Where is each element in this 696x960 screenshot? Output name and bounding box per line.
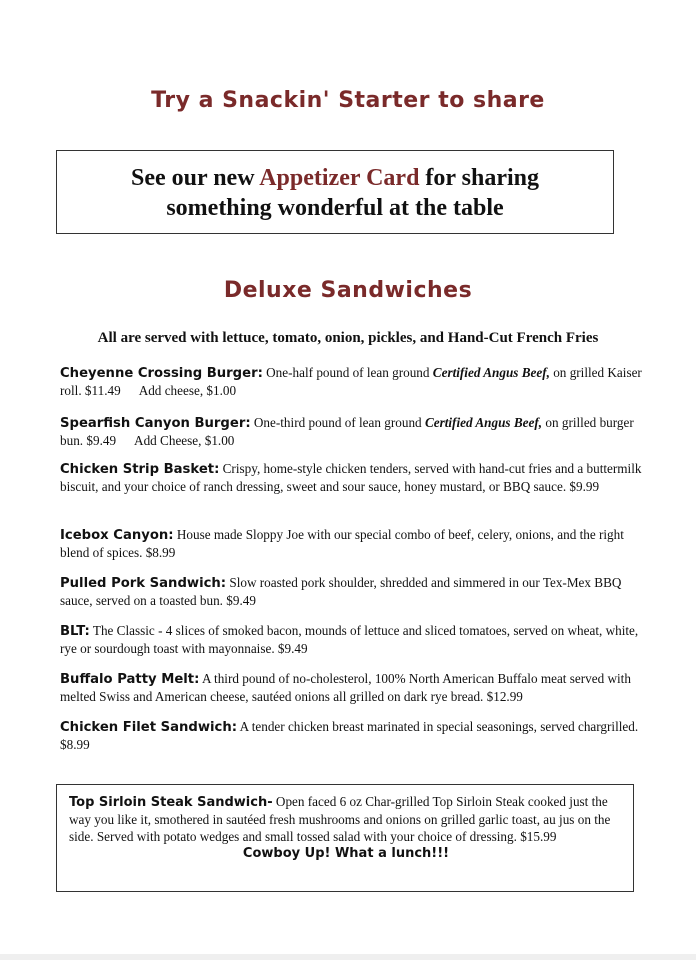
appetizer-card-box <box>56 150 614 234</box>
appetizer-line-2: something wonderful at the table <box>166 195 504 221</box>
appetizer-line-1-suffix: for sharing <box>419 165 539 191</box>
item-desc: House made Sloppy Joe with our special combo of beef, celery, onions, and the right blend of spices. $8.99 <box>60 527 624 560</box>
item-name: Chicken Filet Sandwich: <box>60 720 238 735</box>
menu-item-icebox-canyon <box>60 526 642 561</box>
item-brand: Certified Angus Beef, <box>432 365 550 380</box>
appetizer-card-label: Appetizer Card <box>259 165 420 191</box>
item-name: Pulled Pork Sandwich: <box>60 576 227 591</box>
item-name: Cheyenne Crossing Burger: <box>60 366 263 381</box>
menu-item-buffalo-patty-melt <box>60 670 642 705</box>
item-name: Buffalo Patty Melt: <box>60 672 200 687</box>
item-desc: Slow roasted pork shoulder, shredded and simmered in our Tex-Mex BBQ sauce, served on a toasted bun. $9.49 <box>60 575 622 608</box>
item-desc: A third pound of no-cholesterol, 100% North American Buffalo meat served with melted Swiss and American cheese, sautéed onions all grilled on dark rye bread. $12.99 <box>60 671 631 704</box>
item-extra: Add cheese, $1.00 <box>138 383 237 398</box>
menu-item-chicken-filet-sandwich <box>60 718 642 753</box>
item-name: Spearfish Canyon Burger: <box>60 416 251 431</box>
item-brand: Certified Angus Beef, <box>424 415 543 430</box>
item-desc: The Classic - 4 slices of smoked bacon, mounds of lettuce and sliced tomatoes, served on wheat, white, rye or sourdough toast with mayonnaise. $9.49 <box>60 623 639 656</box>
feature-desc: Open faced 6 oz Char-grilled Top Sirloin Steak cooked just the way you like it, smothered in sautéed fresh mushrooms and onions on grilled garlic toast, au jus on the side. Served with potato wedges and small tossed salad with your choice of dressing. $15.99 <box>69 794 611 844</box>
menu-item-blt <box>60 622 642 657</box>
item-name: Chicken Strip Basket: <box>60 462 220 477</box>
appetizer-line-1-prefix: See our new <box>130 165 260 191</box>
page-bottom-edge <box>0 954 696 960</box>
served-with-note: All are served with lettuce, tomato, onion, pickles, and Hand-Cut French Fries <box>97 330 599 346</box>
menu-item-cheyenne-crossing-burger <box>60 364 642 399</box>
appetizer-line-1 <box>57 163 613 193</box>
item-desc: Crispy, home-style chicken tenders, served with hand-cut fries and a buttermilk biscuit, and your choice of ranch dressing, sweet and sour sauce, honey mustard, or BBQ sauce. $9.99 <box>60 461 642 494</box>
starter-heading: Try a Snackin' Starter to share <box>151 88 545 113</box>
feature-name: Top Sirloin Steak Sandwich- <box>69 795 273 810</box>
item-desc-price: on grilled burger bun. $9.49 <box>60 415 634 448</box>
item-desc: One-half pound of lean ground <box>262 365 433 380</box>
feature-tagline: Cowboy Up! What a lunch!!! <box>242 846 450 861</box>
item-name: Icebox Canyon: <box>60 528 174 543</box>
item-extra: Add Cheese, $1.00 <box>134 433 235 448</box>
menu-item-chicken-strip-basket <box>60 460 642 495</box>
section-heading: Deluxe Sandwiches <box>223 278 473 303</box>
menu-item-spearfish-canyon-burger <box>60 414 642 449</box>
item-name: BLT: <box>60 624 90 639</box>
feature-box-top-sirloin <box>56 784 634 892</box>
item-desc-price: on grilled Kaiser roll. $11.49 <box>60 365 642 398</box>
item-desc: One-third pound of lean ground <box>250 415 425 430</box>
menu-item-pulled-pork-sandwich <box>60 574 642 609</box>
item-desc: A tender chicken breast marinated in special seasonings, served chargrilled. $8.99 <box>60 719 639 752</box>
